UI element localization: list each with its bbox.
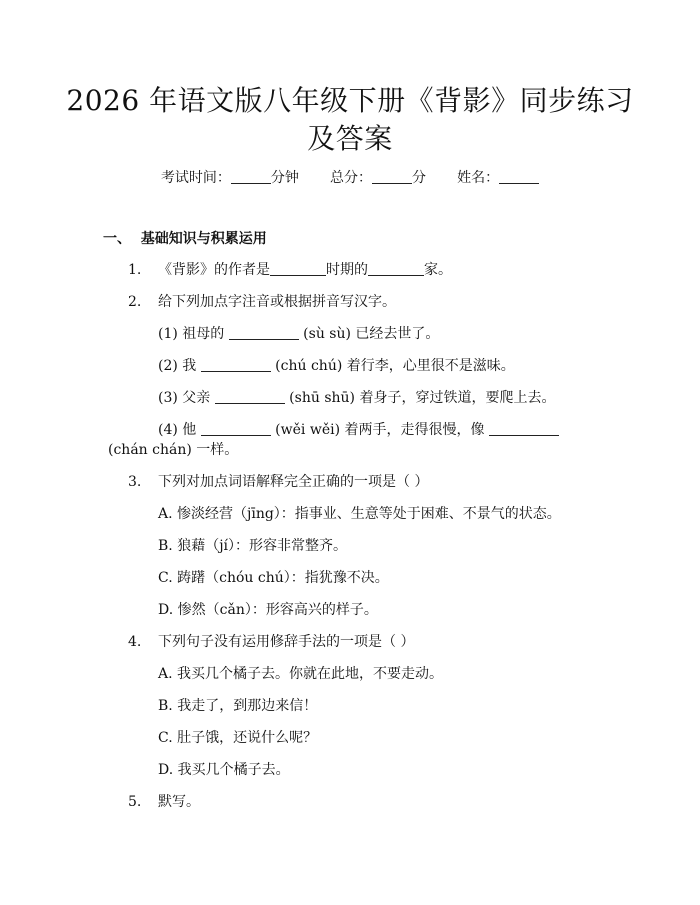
time-label: 考试时间：	[160, 170, 231, 186]
answer-blank	[489, 421, 559, 436]
answer-blank	[229, 325, 299, 340]
title-line-1: 2026 年语文版八年级下册《背影》同步练习	[66, 84, 634, 117]
answer-blank	[270, 261, 326, 276]
option: A. 惨淡经营（jīng）：指事业、生意等处于困难、不景气的状态。	[158, 506, 561, 522]
section-heading: 一、 基础知识与积累运用	[103, 231, 267, 247]
score-blank	[372, 169, 412, 184]
question-4: 下列句子没有运用修辞手法的一项是（ ）	[158, 634, 415, 650]
question-5: 默写。	[158, 794, 200, 810]
question-number: 4.	[128, 634, 142, 650]
question-number: 2.	[128, 294, 142, 310]
answer-blank	[368, 261, 424, 276]
option: A. 我买几个橘子去。你就在此地，不要走动。	[158, 666, 444, 682]
time-unit: 分钟	[270, 170, 299, 186]
document-title	[60, 82, 640, 158]
option: B. 我走了，到那边来信！	[158, 698, 318, 714]
question-2: 给下列加点字注音或根据拼音写汉字。	[158, 294, 396, 310]
option: B. 狼藉（jí）：形容非常整齐。	[158, 538, 348, 554]
answer-blank	[201, 357, 271, 372]
option: C. 踌躇（chóu chú）：指犹豫不决。	[158, 570, 389, 586]
question-number: 1.	[128, 262, 142, 278]
title-line-2: 及答案	[307, 122, 393, 155]
time-blank	[231, 169, 271, 184]
sub-item: (3) 父亲 (shū shū) 着身子，穿过铁道，要爬上去。	[158, 390, 556, 406]
name-blank	[499, 169, 539, 184]
option: C. 肚子饿，还说什么呢？	[158, 730, 318, 746]
answer-blank	[201, 421, 271, 436]
option: D. 我买几个橘子去。	[158, 762, 290, 778]
option: D. 惨然（cǎn）：形容高兴的样子。	[158, 602, 378, 618]
question-1: 《背影》的作者是 时期的 家。	[158, 262, 452, 278]
sub-item: (1) 祖母的 (sù sù) 已经去世了。	[158, 326, 440, 342]
question-3: 下列对加点词语解释完全正确的一项是（ ）	[158, 474, 429, 490]
sub-item-continuation: (chán chán) 一样。	[108, 442, 239, 458]
score-unit: 分	[412, 170, 426, 186]
sub-item: (4) 他 (wěi wěi) 着两手，走得很慢，像	[158, 420, 559, 440]
score-label: 总分：	[330, 170, 372, 186]
question-number: 3.	[128, 474, 142, 490]
sub-item: (2) 我 (chú chú) 着行李，心里很不是滋味。	[158, 358, 515, 374]
exam-info	[0, 168, 700, 188]
question-number: 5.	[128, 794, 142, 810]
name-label: 姓名：	[457, 170, 500, 186]
answer-blank	[215, 389, 285, 404]
